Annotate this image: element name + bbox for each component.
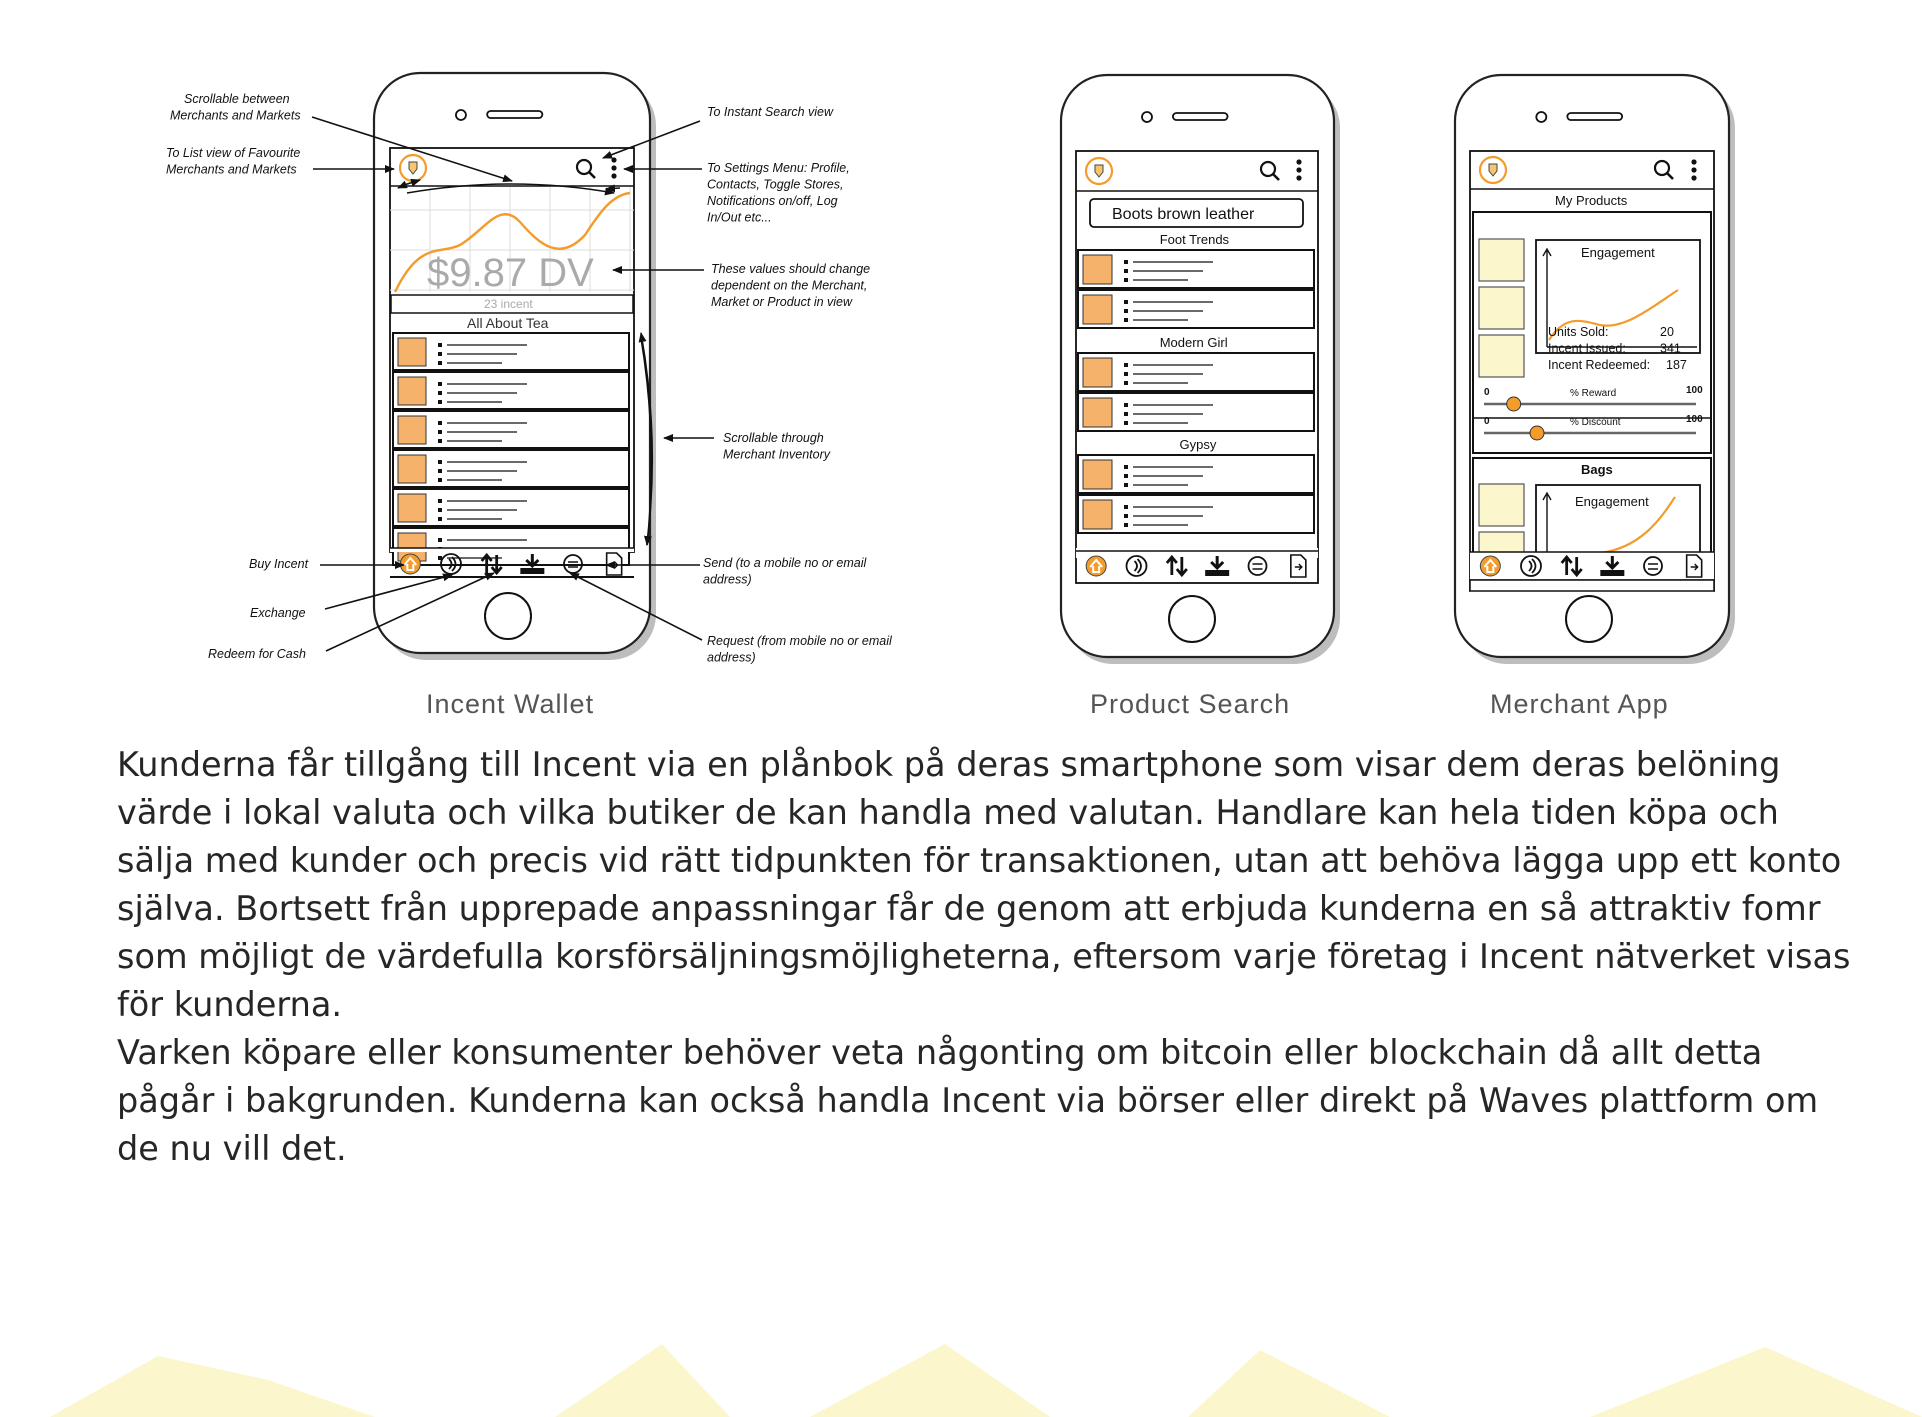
search-query-text: Boots brown leather <box>1112 206 1255 223</box>
search-result-item[interactable] <box>1078 250 1314 288</box>
annotation-scrollable-merchants <box>170 92 301 123</box>
kebab-dot <box>611 165 616 170</box>
merchant-section2-title: Bags <box>1581 462 1613 477</box>
search-result-item-thumb <box>1083 358 1112 387</box>
annotation-settings-menu <box>707 161 850 225</box>
annotation-settings-menu-line: To Settings Menu: Profile, <box>707 161 850 175</box>
merchant-discount-slider-max: 100 <box>1686 414 1703 425</box>
bullet <box>438 382 442 386</box>
annotation-request-line: address) <box>707 650 756 665</box>
search-result-item-box <box>1078 290 1314 328</box>
merchant-reward-slider-min: 0 <box>1484 387 1490 398</box>
arrow <box>606 188 620 189</box>
bullet <box>438 361 442 365</box>
file-outline <box>607 553 622 575</box>
annotation-favourites-line: To List view of Favourite <box>166 146 301 160</box>
annotation-redeem <box>208 647 306 661</box>
bullet <box>1124 474 1128 478</box>
phone-wallet <box>312 73 714 660</box>
bullet <box>438 517 442 521</box>
merchant-discount-slider-label: % Discount <box>1570 417 1621 428</box>
merchant-product-thumb <box>1479 287 1524 329</box>
search-result-item-thumb <box>1083 460 1112 489</box>
bullet <box>1124 269 1128 273</box>
kebab-dot <box>1296 167 1301 172</box>
annotation-scrollable-inventory <box>723 431 831 462</box>
kebab-dot <box>1691 159 1696 164</box>
search-result-item-box <box>1078 250 1314 288</box>
download-tray <box>1600 570 1624 576</box>
search-query-field[interactable] <box>1090 199 1303 227</box>
kebab-dot <box>611 173 616 178</box>
wallet-list-item-thumb <box>398 494 426 522</box>
search-result-item-thumb <box>1083 295 1112 324</box>
annotation-request-line: Request (from mobile no or email <box>707 634 892 648</box>
wallet-list-item[interactable] <box>393 333 629 370</box>
bullet <box>438 343 442 347</box>
kebab-dot <box>1691 167 1696 172</box>
merchant-stat-label: Incent Redeemed: <box>1548 358 1651 372</box>
search-result-item-thumb <box>1083 255 1112 284</box>
wallet-list-item[interactable] <box>393 489 629 526</box>
bullet <box>438 508 442 512</box>
annotation-redeem-line: Redeem for Cash <box>208 647 306 661</box>
search-result-item[interactable] <box>1078 495 1314 533</box>
annotation-scrollable-merchants-line: Scrollable between <box>184 92 290 106</box>
bullet <box>1124 309 1128 313</box>
merchant-stat-label: Incent Issued: <box>1548 341 1626 356</box>
search-list-mask <box>1076 548 1318 558</box>
wallet-list-item-thumb <box>398 338 426 366</box>
annotation-instant-search <box>707 105 834 119</box>
wallet-incent-count: 23 incent <box>484 297 533 311</box>
annotation-exchange-line: Exchange <box>250 606 306 620</box>
kebab-dot <box>1691 175 1696 180</box>
annotation-values-change-line: These values should change <box>711 262 871 276</box>
search-result-item[interactable] <box>1078 393 1314 431</box>
bullet <box>1124 465 1128 469</box>
bullet <box>1124 300 1128 304</box>
wallet-list-header: All About Tea <box>467 315 549 331</box>
decorative-triangle <box>810 1344 1050 1417</box>
annotation-values-change-line: dependent on the Merchant, <box>711 278 868 293</box>
kebab-dot <box>1296 175 1301 180</box>
decorative-triangle <box>1188 1350 1390 1417</box>
bullet <box>1124 412 1128 416</box>
bullet <box>1124 421 1128 425</box>
wallet-list-item-box <box>393 333 629 370</box>
annotation-send-line: address) <box>703 572 752 587</box>
wallet-list-item-thumb <box>398 455 426 483</box>
phone-search <box>1061 75 1340 664</box>
phone-merchant <box>1455 75 1735 664</box>
wallet-list-item[interactable] <box>393 411 629 448</box>
annotation-buy <box>249 557 309 571</box>
merchant-product-thumb <box>1479 239 1524 281</box>
send-file-icon[interactable] <box>1687 555 1702 577</box>
bullet <box>1124 523 1128 527</box>
annotation-send <box>703 556 868 587</box>
paragraph-1: Kunderna får tillgång till Incent via en plånbok på deras smartphone som visar dem deras belöning värde i lokal valuta och vilka butiker de kan handla med valutan. Handlare kan hela tiden köpa och sälja med kunder och precis vid rätt tidpunkten för transaktionen, utan att behöva lägga upp ett konto själva. Bortsett från upprepade anpassningar får de genom att erbjuda kunderna en så attraktiv fomr som möjligt de värdefulla korsförsäljningsmöjligheterna, eftersom varje företag i Incent nätverket visas för kunderna. <box>117 745 1851 1024</box>
caption-search: Product Search <box>1090 689 1291 719</box>
merchant-stat-value: 20 <box>1660 325 1674 339</box>
bullet <box>438 460 442 464</box>
search-result-item[interactable] <box>1078 455 1314 493</box>
bullet <box>438 439 442 443</box>
kebab-menu-icon[interactable] <box>1691 159 1696 180</box>
search-group-label: Modern Girl <box>1159 335 1228 350</box>
merchant-stat-value: 187 <box>1666 358 1687 372</box>
merchant-product-thumb <box>1479 335 1524 377</box>
bullet <box>438 469 442 473</box>
paragraph-2: Varken köpare eller konsumenter behöver veta någonting om bitcoin eller blockchain då allt detta pågår i bakgrunden. Kunderna kan också handla Incent via börser eller direkt på Waves plattform om de nu vill det. <box>117 1033 1819 1168</box>
annotation-values-change <box>711 262 870 309</box>
wallet-list-item[interactable] <box>393 450 629 487</box>
merchant-stat-label: Units Sold: <box>1548 325 1609 339</box>
bullet <box>1124 372 1128 376</box>
home-icon[interactable] <box>400 554 420 574</box>
search-group-label: Foot Trends <box>1159 232 1230 247</box>
caption-wallet: Incent Wallet <box>426 689 595 719</box>
annotation-send-line: Send (to a mobile no or email <box>703 556 867 570</box>
caption-merchant: Merchant App <box>1490 689 1669 719</box>
wallet-bottom-edge <box>390 576 634 578</box>
download-tray <box>520 568 544 574</box>
search-result-item-box <box>1078 393 1314 431</box>
bullet <box>438 538 442 542</box>
decorative-triangle <box>555 1344 730 1417</box>
merchant-reward-slider-max: 100 <box>1686 385 1703 396</box>
bullet <box>1124 278 1128 282</box>
bullet <box>1124 505 1128 509</box>
wallet-list-item-box <box>393 528 629 565</box>
merchant-reward-slider-thumb[interactable] <box>1507 397 1521 411</box>
merchant-discount-slider-min: 0 <box>1484 416 1490 427</box>
kebab-dot <box>611 157 616 162</box>
merchant-chart-title: Engagement <box>1581 245 1655 260</box>
merchant-discount-slider-thumb[interactable] <box>1530 426 1544 440</box>
annotation-exchange <box>250 606 306 620</box>
annotation-scrollable-merchants-line: Merchants and Markets <box>170 108 301 123</box>
wallet-list-item-box <box>393 411 629 448</box>
bullet <box>438 400 442 404</box>
annotation-settings-menu-line: In/Out etc... <box>707 210 772 225</box>
file-outline <box>1687 555 1702 577</box>
bullet <box>438 352 442 356</box>
file-outline <box>1291 555 1306 577</box>
wallet-balance-value: $9.87 DV <box>427 251 594 295</box>
annotation-buy-line: Buy Incent <box>249 557 309 571</box>
wallet-list-item-box <box>393 372 629 409</box>
search-result-item-box <box>1078 353 1314 391</box>
bullet <box>438 391 442 395</box>
send-file-icon[interactable] <box>607 553 622 575</box>
kebab-dot <box>1296 159 1301 164</box>
annotation-scrollable-inventory-line: Scrollable through <box>723 431 824 445</box>
annotation-settings-menu-line: Notifications on/off, Log <box>707 194 838 208</box>
wallet-list-item-thumb <box>398 377 426 405</box>
merchant-section-title: My Products <box>1555 193 1628 208</box>
bullet <box>438 478 442 482</box>
merchant-reward-slider-label: % Reward <box>1570 388 1617 399</box>
bullet <box>438 430 442 434</box>
bullet <box>1124 483 1128 487</box>
bullet <box>1124 403 1128 407</box>
bullet <box>438 499 442 503</box>
bullet <box>1124 260 1128 264</box>
wallet-list-item-box <box>393 489 629 526</box>
annotation-scrollable-inventory-line: Merchant Inventory <box>723 447 830 462</box>
merchant-footer-strip <box>1470 580 1714 591</box>
wallet-list-item[interactable] <box>393 372 629 409</box>
annotation-instant-search-line: To Instant Search view <box>707 105 833 119</box>
merchant-chart2-title: Engagement <box>1575 494 1649 509</box>
annotation-settings-menu-line: Contacts, Toggle Stores, <box>707 177 844 192</box>
bullet <box>1124 318 1128 322</box>
search-result-item-thumb <box>1083 398 1112 427</box>
search-result-item-box <box>1078 495 1314 533</box>
annotation-favourites-line: Merchants and Markets <box>166 162 297 177</box>
search-result-item[interactable] <box>1078 290 1314 328</box>
wallet-list-item-box <box>393 450 629 487</box>
search-result-item[interactable] <box>1078 353 1314 391</box>
search-result-item-box <box>1078 455 1314 493</box>
annotation-favourites <box>166 146 300 177</box>
bullet <box>1124 363 1128 367</box>
wallet-list-item[interactable] <box>393 528 629 565</box>
search-group-label: Gypsy <box>1179 437 1217 452</box>
download-tray <box>1205 570 1229 576</box>
home-icon[interactable] <box>1086 556 1106 576</box>
home-icon[interactable] <box>1480 556 1500 576</box>
kebab-menu-icon[interactable] <box>611 157 616 178</box>
annotation-values-change-line: Market or Product in view <box>711 295 853 309</box>
annotation-request <box>707 634 893 665</box>
bullet <box>438 421 442 425</box>
decorative-triangle <box>50 1356 375 1417</box>
merchant-product-thumb <box>1479 484 1524 526</box>
bullet <box>1124 381 1128 385</box>
decorative-triangle <box>1590 1347 1922 1417</box>
wallet-list-item-thumb <box>398 416 426 444</box>
send-file-icon[interactable] <box>1291 555 1306 577</box>
search-result-item-thumb <box>1083 500 1112 529</box>
kebab-menu-icon[interactable] <box>1296 159 1301 180</box>
bullet <box>1124 514 1128 518</box>
merchant-stat-value: 341 <box>1660 341 1681 356</box>
